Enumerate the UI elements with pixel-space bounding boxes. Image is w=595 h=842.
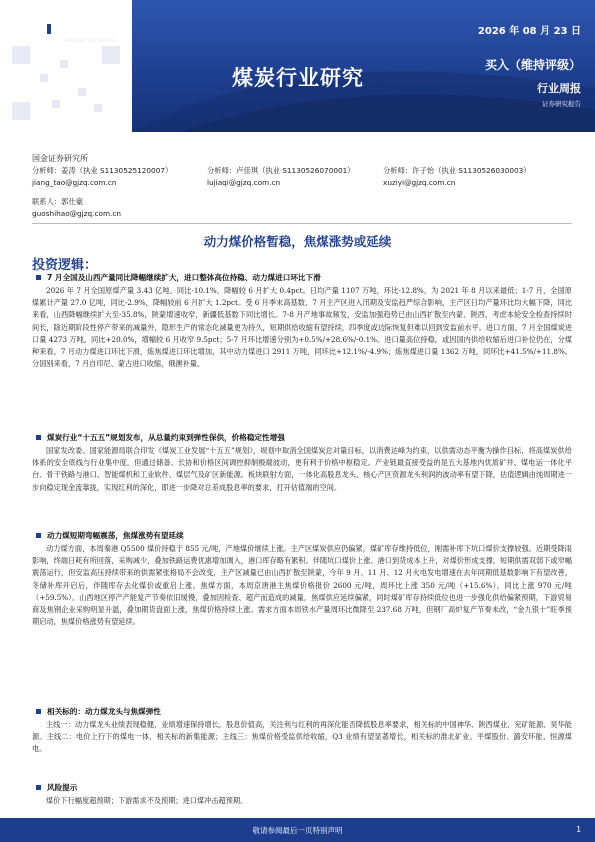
analyst-line: 分析师：卢佳琪（执业 S1130526070001） xyxy=(207,166,355,175)
section-title: 7 月全国及山西产量同比降幅继续扩大，进口整体高位持稳、动力煤进口环比下滑 xyxy=(47,273,321,282)
analyst-item xyxy=(207,165,383,188)
investment-logic-title: 投资逻辑： xyxy=(32,258,98,273)
section-targets xyxy=(32,706,572,756)
logo-mark-icon xyxy=(40,24,58,42)
analyst-list xyxy=(32,165,572,188)
section-risk xyxy=(32,782,572,807)
qr-code-area xyxy=(0,0,132,132)
analyst-email[interactable]: jiang_tao@gjzq.com.cn xyxy=(32,177,117,187)
institute-name: 国金证券研究所 xyxy=(32,154,88,163)
section-production xyxy=(32,272,572,370)
section-body: 国家发改委、国家能源局联合印发《煤炭工业发展“十五五”规划》，规划中取消全国煤炭总对量目标，以消费达峰为约束，以供需动态平衡为操作目标，将高煤炭供给体系的安全底线与行业集中度，但通过储备、长协和价格区间调控抑制极端波动，更有利于价格中枢稳定。产业链最直接受益的是五大基地内优质矿井、煤电运一体化平台、骨干铁路与港口、智能煤机和工业软件、煤层气及矿区新能源。板块联射方面，一体化高股息龙头、核心产区资源龙头利润的波动率有望下降，估值逻辑由纯周期进一步向稳定现金流靠拢，实现红利的深化，即进一步降对总差成股息率的要求，打开估值端的空间。 xyxy=(32,446,572,492)
report-type: 行业周报 xyxy=(537,82,581,95)
contact-email[interactable]: guoshihao@gjzq.com.cn xyxy=(32,208,122,218)
section-body: 2026 年 7 月全国原煤产量 3.43 亿吨、同比-10.1%，降幅较 6 月扩大 0.4pct。日均产量 1107 万吨，环比-12.8%，为 2021 年 8 月以来最低；1-7 月，全国原煤累计产量 27.0 亿吨，同比-2.9%，降幅较前 6 月扩大 1.2pct。受 6 月季末高基数、7 月主产区进入汛期及安监趋严综合影响，主产区日均产量环比均大幅下降，同比来看，山西降幅继续扩大至-35.8%，陕蒙增速收窄，新疆低基数下同比增长。7-8 月产地事故频发，安监加强趋势已由山西扩散至内蒙、陕西，考虑本轮安全检查持续时间长，除近期阶段性停产带来的减量外，隐形生产的常态化减量更为持久，短期供给收缩有望持续，四季度或边际恢复但难以回到安监前水平。进口方面，7 月全国煤炭进口量 4273 万吨，同比+20.0%，增幅较 6 月收窄 9.5pct；5-7 月环比增速分别为+0.5%/+28.6%/-0.1%。进口量高位持稳，或因国内供给收缩后进口补位仍在，分煤种来看，7 月动力煤进口环比下滑，炼焦煤进口环比增加，其中动力煤进口 2911 万吨，同环比+12.1%/-4.9%；炼焦煤进口量 1362 万吨，同环比+41.5%/+11.8%。分国别来看，7 月自印尼、蒙古进口收缩，俄澳补量。 xyxy=(32,286,572,369)
analyst-email[interactable]: lujiaqi@gjzq.com.cn xyxy=(207,177,281,187)
page-footer xyxy=(0,818,595,842)
contact-line: 联系人：郭仕豪 xyxy=(32,197,84,206)
bullet-icon xyxy=(36,709,41,714)
report-title: 煤炭行业研究 xyxy=(232,66,364,90)
analyst-line: 分析师：许子怡（执业 S1130526030003） xyxy=(383,166,531,175)
logo-text-cn: 国金证券 xyxy=(63,24,112,38)
analyst-line: 分析师：姜涛（执业 S1130525120007） xyxy=(32,166,173,175)
bullet-icon xyxy=(36,533,41,538)
analyst-item xyxy=(383,165,531,188)
logo-text-en: SINOLINK SECURITIES xyxy=(63,39,116,44)
section-title: 煤炭行业“十五五”规划发布，从总量约束到弹性保供，价格稳定性增强 xyxy=(47,433,285,442)
analyst-email[interactable]: xuziyi@gjzq.com.cn xyxy=(383,177,456,187)
report-date: 2026 年 08 月 23 日 xyxy=(477,26,581,37)
company-logo xyxy=(40,22,116,44)
bullet-icon xyxy=(36,435,41,440)
page-number: 1 xyxy=(576,825,581,834)
risk-body: 煤价下行幅度超预期；下游需求不及预期；进口煤冲击超预期。 xyxy=(46,796,248,805)
divider xyxy=(32,223,572,224)
bullet-icon xyxy=(36,275,41,280)
contact-person xyxy=(32,196,121,219)
section-body: 动力煤方面，本周秦港 Q5500 煤价持稳于 855 元/吨，产地煤价继续上涨。主产区煤炭供应仍偏紧，煤矿库存维持低位，刚需补库下坑口煤价支撑较强。近期受降雨影响，终端日耗有所回落，采购减少，叠加铁路运费优惠增加调入，港口库存略有累积。伴随坑口煤价上涨、港口到货成本上升，对煤价形成支撑，短期供需双弱下或窄幅震荡运行，但安监高压持续带来的供需紧张格局不会改变，主产区减量已由山西扩散至陕蒙，今年 9 月、11 月、12 月火电发电增速在去年同期低基数影响下有望改善，冬储补库开启后，伴随库存去化煤价或重启上涨。焦煤方面，本周京唐港主焦煤价格报价 2600 元/吨，周环比上涨 350 元/吨（+15.6%），同比上涨 970 元/吨（+59.5%）。山西地区停产产能复产节奏依旧缓慢，叠加因检查、超产而造成的减量，焦煤供应延续偏紧，同时煤矿库存持续低位也进一步强化供给偏紧预期，下游贸易商及焦钢企业采购明显升温，叠加期货盘面上涨，焦煤价格持续上涨。需求方面本周铁水产量周环比微降至 237.68 万吨，但钢厂高炉复产节奏未改，“金九银十”旺季预期启动，焦煤价格涨势有望延续。 xyxy=(32,544,572,627)
headline: 动力煤价格暂稳，焦煤涨势或延续 xyxy=(203,234,392,249)
qr-code-icon xyxy=(0,0,132,132)
footer-disclaimer[interactable]: 敬请参阅最后一页特别声明 xyxy=(252,826,343,835)
section-prices xyxy=(32,530,572,628)
section-policy xyxy=(32,432,572,494)
report-subtype: 证券研究报告 xyxy=(542,100,581,108)
analyst-item xyxy=(32,165,207,188)
bullet-icon xyxy=(36,785,41,790)
section-title: 相关标的：动力煤龙头与焦煤弹性 xyxy=(47,707,161,716)
section-title: 动力煤短期弯幅震荡，焦煤涨势有望延续 xyxy=(47,531,184,540)
section-body: 主线一：动力煤龙头业绩表现稳健，业绩增速保持增长，股息价值高，关注利与红利的再深化能否降低股息率要求，相关标的中国神华、陕西煤业、兖矿能源、昊华能源。主线二：电价上行下的煤电一体，相关标的新集能源；主线三：焦煤价格受监供给收缩，Q3 业绩有望显著增长，相关标的淮北矿业、平煤股份、潞安环能、恒源煤电。 xyxy=(32,720,572,754)
section-title: 风险提示 xyxy=(47,783,78,792)
report-header xyxy=(0,0,595,132)
rating-badge: 买入（维持评级） xyxy=(484,58,581,72)
